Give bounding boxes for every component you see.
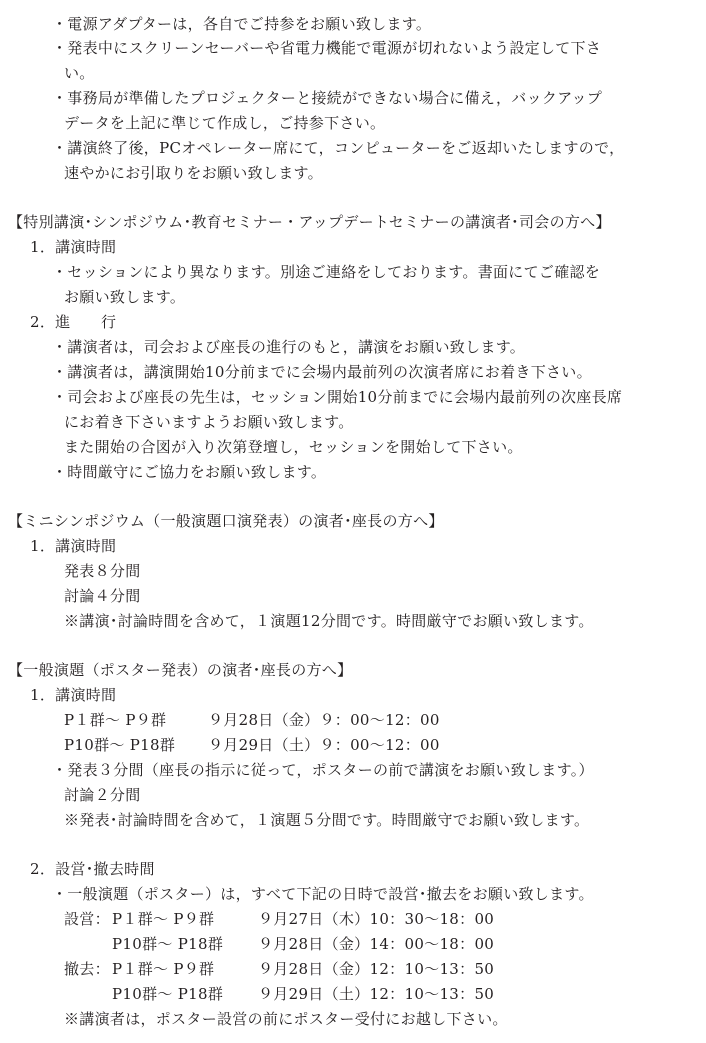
setup-row <box>64 907 504 931</box>
schedule-row <box>64 708 484 732</box>
note-line: い。 <box>64 64 95 82</box>
item-line: ・時間厳守にご協力をお願い致します。 <box>52 463 327 481</box>
item-line: ※講演･討論時間を含めて，１演題12分間です。時間厳守でお願い致します。 <box>64 612 594 630</box>
item-line: また開始の合図が入り次第登壇し，セッションを開始して下さい。 <box>64 438 523 456</box>
item-line: ※発表･討論時間を含めて，１演題５分間です。時間厳守でお願い致します。 <box>64 811 590 829</box>
section-heading-poster: 【一般演題（ポスター発表）の演者･座長の方へ】 <box>8 661 353 679</box>
removal-row <box>64 982 504 1006</box>
removal-time: ９月28日（金）12：10～13：50 <box>258 960 495 978</box>
item-line: ・講演者は，司会および座長の進行のもと，講演をお願い致します。 <box>52 338 526 356</box>
item-line: ・発表３分間（座長の指示に従って，ポスターの前で講演をお願い致します。） <box>52 761 594 779</box>
item-line: 討論２分間 <box>64 786 141 804</box>
item-line: お願い致します。 <box>64 288 186 306</box>
item-title: 1．講演時間 <box>30 686 117 704</box>
schedule-group: P10群～ P18群 <box>64 736 176 754</box>
removal-group: P10群～ P18群 <box>112 985 224 1003</box>
section-heading-special-lectures: 【特別講演･シンポジウム･教育セミナー・アップデートセミナーの講演者･司会の方へ】 <box>8 213 611 231</box>
item-title: 2．進 行 <box>30 313 117 331</box>
setup-group: P１群～ P９群 <box>112 910 215 928</box>
setup-label: 設営： <box>64 910 110 928</box>
note-line: ・電源アダプターは，各自でご持参をお願い致します。 <box>52 15 432 33</box>
item-line: 討論４分間 <box>64 587 141 605</box>
item-line: 発表８分間 <box>64 562 141 580</box>
item-line: にお着き下さいますようお願い致します。 <box>64 413 354 431</box>
note-line: ・事務局が準備したプロジェクターと接続ができない場合に備え，バックアップ <box>52 89 603 107</box>
note-line: ・講演終了後，PCオペレーター席にて，コンピューターをご返却いたしますので， <box>52 139 625 157</box>
schedule-group: P１群～ P９群 <box>64 711 167 729</box>
note-line: ・発表中にスクリーンセーバーや省電力機能で電源が切れないよう設定して下さ <box>52 39 602 57</box>
item-title: 2．設営･撤去時間 <box>30 860 155 878</box>
item-line: ・講演者は，講演開始10分前までに会場内最前列の次演者席にお着き下さい。 <box>52 363 592 381</box>
schedule-time: ９月28日（金）９：00～12：00 <box>208 711 440 729</box>
removal-row <box>64 957 504 981</box>
setup-time: ９月27日（木）10：30～18：00 <box>258 910 495 928</box>
section-heading-mini-symposium: 【ミニシンポジウム（一般演題口演発表）の演者･座長の方へ】 <box>8 512 444 530</box>
note-line: 速やかにお引取りをお願い致します。 <box>64 164 323 182</box>
note-line: データを上記に準じて作成し，ご持参下さい。 <box>64 114 386 132</box>
removal-time: ９月29日（土）12：10～13：50 <box>258 985 495 1003</box>
schedule-time: ９月29日（土）９：00～12：00 <box>208 736 440 754</box>
item-line: ・司会および座長の先生は，セッション開始10分前までに会場内最前列の次座長席 <box>52 388 623 406</box>
item-title: 1．講演時間 <box>30 537 117 555</box>
poster-footnote: ※講演者は，ポスター設営の前にポスター受付にお越し下さい。 <box>64 1010 508 1028</box>
schedule-row <box>64 733 484 757</box>
item-line: ・セッションにより異なります。別途ご連絡をしております。書面にてご確認を <box>52 263 601 281</box>
setup-row <box>64 932 504 956</box>
item-line: ・一般演題（ポスター）は，すべて下記の日時で設営･撤去をお願い致します。 <box>52 885 594 903</box>
item-title: 1．講演時間 <box>30 238 117 256</box>
removal-label: 撤去： <box>64 960 110 978</box>
setup-time: ９月28日（金）14：00～18：00 <box>258 935 495 953</box>
setup-group: P10群～ P18群 <box>112 935 224 953</box>
removal-group: P１群～ P９群 <box>112 960 215 978</box>
